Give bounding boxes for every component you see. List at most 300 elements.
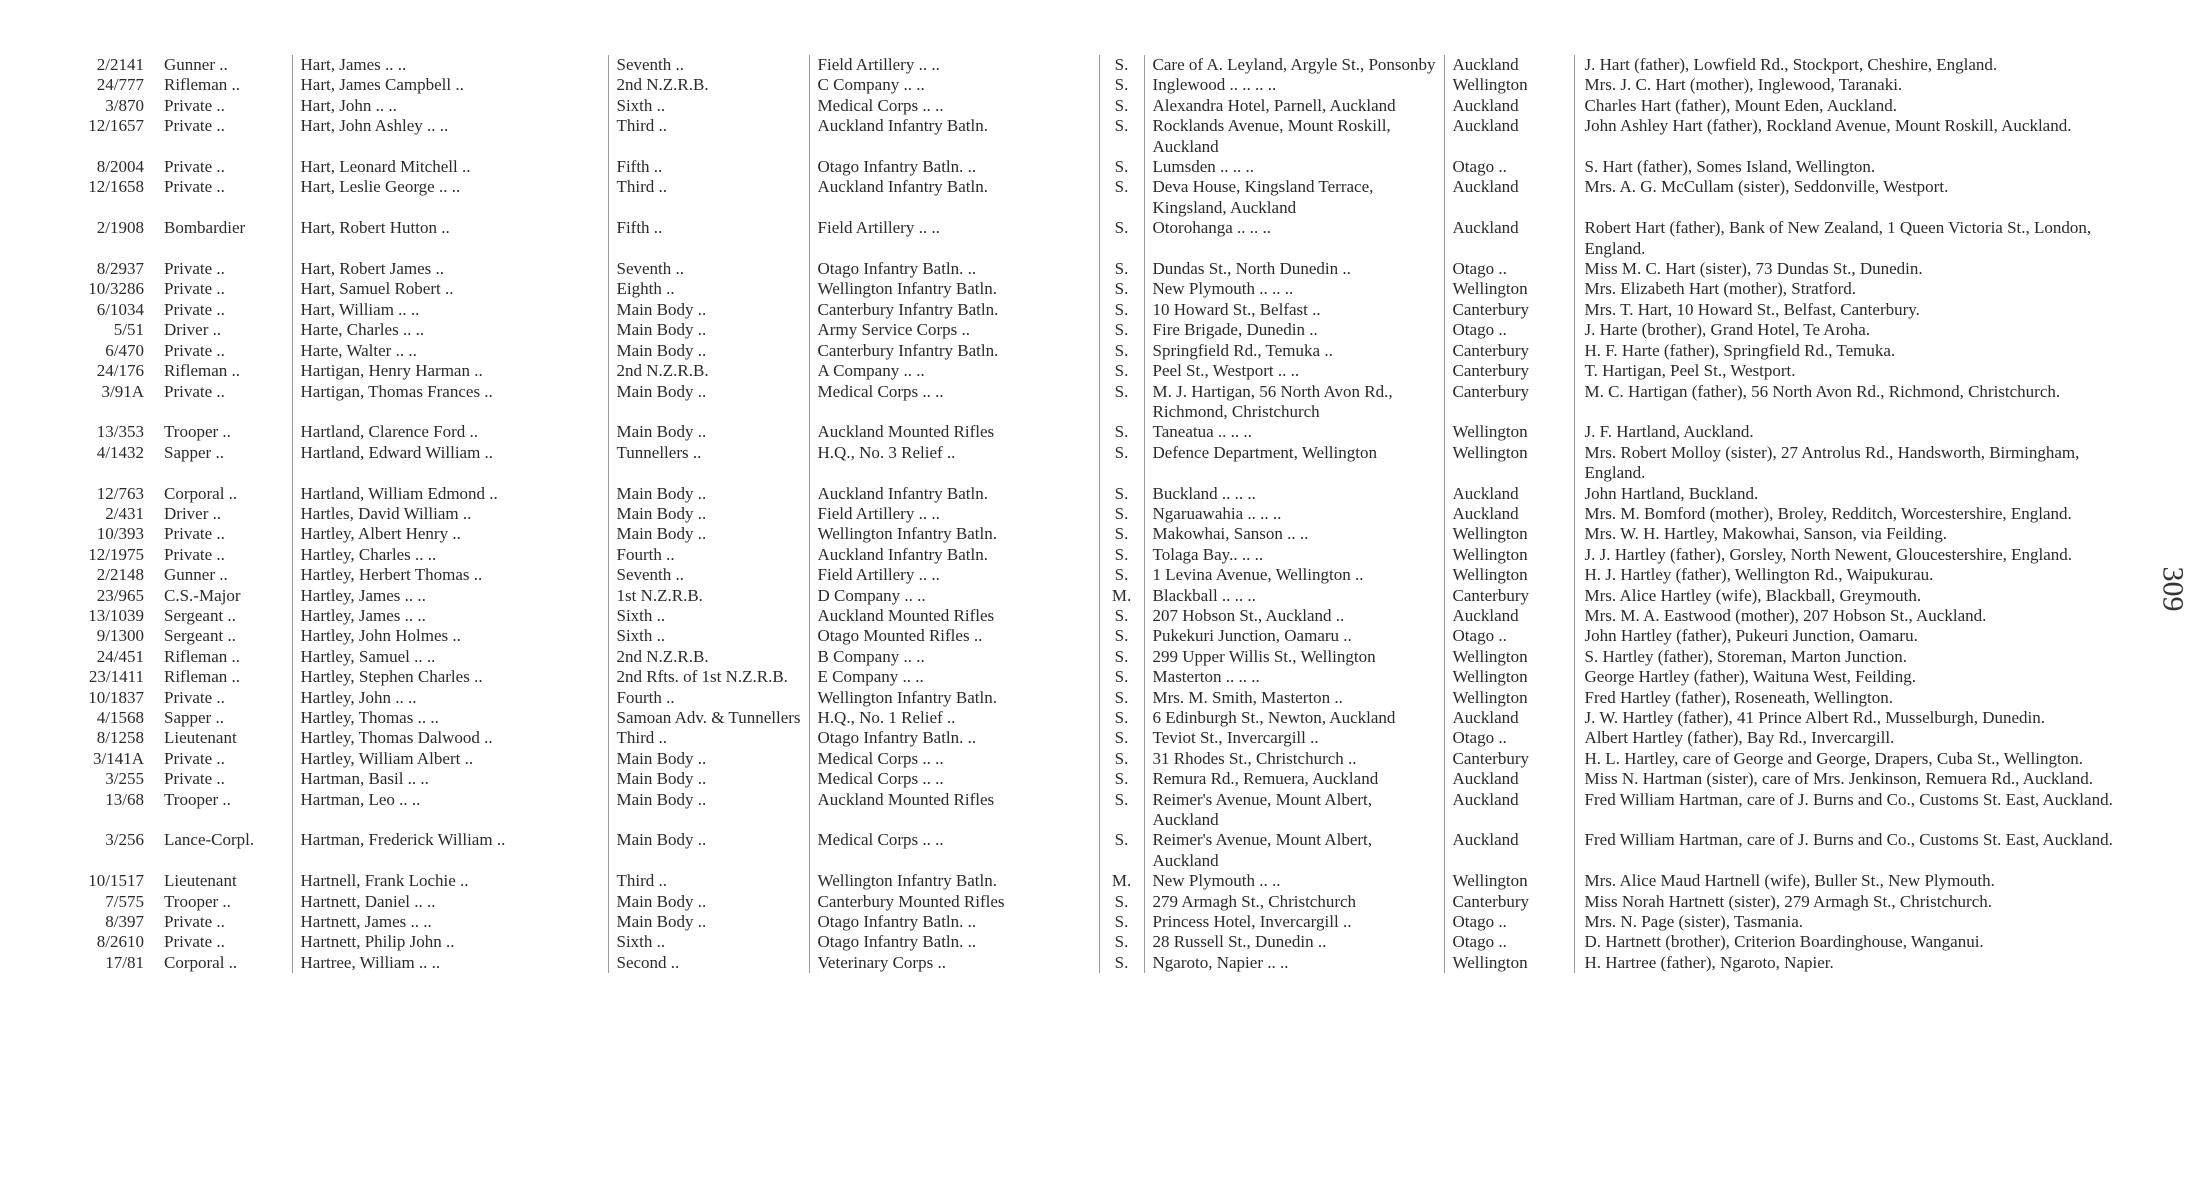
rank-cell: Private ..: [156, 300, 292, 320]
draft-cell: Sixth ..: [608, 606, 809, 626]
district-cell: Canterbury: [1444, 382, 1574, 423]
regimental-number-cell: 10/393: [96, 524, 144, 544]
table-row: [66, 871, 2147, 891]
last-address-cell: 28 Russell St., Dunedin ..: [1144, 932, 1444, 952]
district-cell: Auckland: [1444, 218, 1574, 259]
regimental-number-cell: 6/1034: [96, 299, 144, 319]
next-of-kin-cell: J. Harte (brother), Grand Hotel, Te Aroha.: [1584, 320, 1871, 340]
rank-cell: Private ..: [156, 524, 292, 544]
district-cell: Wellington: [1444, 75, 1574, 95]
unit-cell: Field Artillery .. ..: [809, 218, 1099, 259]
district-cell: Auckland: [1444, 177, 1574, 218]
next-of-kin-cell: H. F. Harte (father), Springfield Rd., Temuka.: [1584, 340, 1896, 360]
last-address-cell: Reimer's Avenue, Mount Albert, Auckland: [1144, 790, 1444, 831]
district-cell: Otago ..: [1444, 259, 1574, 279]
last-address-cell: Defence Department, Wellington: [1144, 443, 1444, 484]
last-address-cell: New Plymouth .. .. ..: [1144, 279, 1444, 299]
draft-cell: Main Body ..: [608, 504, 809, 524]
next-of-kin-cell: Mrs. J. C. Hart (mother), Inglewood, Taranaki.: [1584, 75, 1903, 95]
soldier-name-cell: Hartman, Frederick William ..: [292, 830, 608, 871]
unit-cell: Auckland Mounted Rifles: [809, 606, 1099, 626]
draft-cell: Fifth ..: [608, 157, 809, 177]
regimental-number-cell: 8/2004: [96, 157, 144, 177]
district-cell: Otago ..: [1444, 932, 1574, 952]
soldier-name-cell: Hartley, Herbert Thomas ..: [292, 565, 608, 585]
regimental-number-cell: 13/353: [96, 422, 144, 442]
district-cell: Canterbury: [1444, 361, 1574, 381]
district-cell: Wellington: [1444, 524, 1574, 544]
last-address-cell: Pukekuri Junction, Oamaru ..: [1144, 626, 1444, 646]
table-row: [66, 422, 2147, 442]
district-cell: Canterbury: [1444, 300, 1574, 320]
district-cell: Auckland: [1444, 769, 1574, 789]
rank-cell: Private ..: [156, 932, 292, 952]
district-cell: Otago ..: [1444, 626, 1574, 646]
table-row: [66, 177, 2147, 218]
soldier-name-cell: Hartman, Leo .. ..: [292, 790, 608, 831]
soldier-name-cell: Hart, Samuel Robert ..: [292, 279, 608, 299]
unit-cell: Wellington Infantry Batln.: [809, 279, 1099, 299]
table-row: [66, 708, 2147, 728]
unit-cell: Medical Corps .. ..: [809, 830, 1099, 871]
table-row: [66, 626, 2147, 646]
regimental-number-cell: 5/51: [113, 320, 144, 340]
draft-cell: Sixth ..: [608, 626, 809, 646]
rank-cell: Driver ..: [156, 320, 292, 340]
next-of-kin-cell: Fred Hartley (father), Roseneath, Wellington.: [1584, 687, 1894, 707]
next-of-kin-cell: Miss N. Hartman (sister), care of Mrs. Jenkinson, Remuera Rd., Auckland.: [1584, 769, 2094, 789]
draft-cell: Seventh ..: [608, 565, 809, 585]
soldier-name-cell: Hartland, William Edmond ..: [292, 484, 608, 504]
marital-status-cell: S.: [1099, 932, 1144, 952]
district-cell: Auckland: [1444, 708, 1574, 728]
unit-cell: Otago Infantry Batln. ..: [809, 728, 1099, 748]
rank-cell: Lieutenant: [156, 871, 292, 891]
draft-cell: Main Body ..: [608, 422, 809, 442]
unit-cell: Medical Corps .. ..: [809, 382, 1099, 423]
soldier-name-cell: Hartnett, Daniel .. ..: [292, 892, 608, 912]
draft-cell: Main Body ..: [608, 382, 809, 423]
rank-cell: Private ..: [156, 769, 292, 789]
unit-cell: Wellington Infantry Batln.: [809, 871, 1099, 891]
table-row: [66, 382, 2147, 423]
unit-cell: Medical Corps .. ..: [809, 96, 1099, 116]
draft-cell: Second ..: [608, 953, 809, 973]
draft-cell: 2nd N.Z.R.B.: [608, 361, 809, 381]
last-address-cell: 1 Levina Avenue, Wellington ..: [1144, 565, 1444, 585]
marital-status-cell: S.: [1099, 953, 1144, 973]
unit-cell: Auckland Infantry Batln.: [809, 484, 1099, 504]
last-address-cell: Peel St., Westport .. ..: [1144, 361, 1444, 381]
next-of-kin-cell: John Ashley Hart (father), Rockland Avenue, Mount Roskill, Auckland.: [1584, 116, 2072, 136]
unit-cell: H.Q., No. 3 Relief ..: [809, 443, 1099, 484]
last-address-cell: Blackball .. .. ..: [1144, 586, 1444, 606]
draft-cell: Main Body ..: [608, 912, 809, 932]
regimental-number-cell: 3/256: [105, 830, 144, 850]
rank-cell: Rifleman ..: [156, 647, 292, 667]
rank-cell: Trooper ..: [156, 422, 292, 442]
marital-status-cell: M.: [1099, 586, 1144, 606]
soldier-name-cell: Hart, Robert James ..: [292, 259, 608, 279]
draft-cell: Fifth ..: [608, 218, 809, 259]
marital-status-cell: S.: [1099, 606, 1144, 626]
draft-cell: Main Body ..: [608, 790, 809, 831]
rank-cell: Private ..: [156, 545, 292, 565]
marital-status-cell: S.: [1099, 300, 1144, 320]
district-cell: Canterbury: [1444, 341, 1574, 361]
table-row: [66, 504, 2147, 524]
table-row: [66, 361, 2147, 381]
district-cell: Auckland: [1444, 116, 1574, 157]
marital-status-cell: S.: [1099, 892, 1144, 912]
last-address-cell: Rocklands Avenue, Mount Roskill, Auckland: [1144, 116, 1444, 157]
soldier-name-cell: Harte, Charles .. ..: [292, 320, 608, 340]
regimental-number-cell: 3/870: [105, 95, 144, 115]
table-row: [66, 524, 2147, 544]
rank-cell: Private ..: [156, 279, 292, 299]
regimental-number-cell: 3/141A: [93, 748, 144, 768]
last-address-cell: Springfield Rd., Temuka ..: [1144, 341, 1444, 361]
next-of-kin-cell: H. Hartree (father), Ngaroto, Napier.: [1584, 952, 1834, 972]
unit-cell: Auckland Infantry Batln.: [809, 545, 1099, 565]
soldier-name-cell: Hartigan, Thomas Frances ..: [292, 382, 608, 423]
next-of-kin-cell: T. Hartigan, Peel St., Westport.: [1584, 361, 1796, 381]
draft-cell: Fourth ..: [608, 545, 809, 565]
rank-cell: Sergeant ..: [156, 626, 292, 646]
next-of-kin-cell: J. W. Hartley (father), 41 Prince Albert Rd., Musselburgh, Dunedin.: [1584, 708, 2046, 727]
soldier-name-cell: Hartley, James .. ..: [292, 586, 608, 606]
table-row: [66, 96, 2147, 116]
last-address-cell: Dundas St., North Dunedin ..: [1144, 259, 1444, 279]
district-cell: Auckland: [1444, 606, 1574, 626]
rank-cell: Gunner ..: [156, 55, 292, 75]
marital-status-cell: S.: [1099, 912, 1144, 932]
regimental-number-cell: 2/1908: [96, 218, 144, 238]
next-of-kin-cell: D. Hartnett (brother), Criterion Boardinghouse, Wanganui.: [1584, 932, 1984, 952]
next-of-kin-cell: S. Hart (father), Somes Island, Wellington.: [1584, 157, 1876, 177]
rank-cell: Rifleman ..: [156, 667, 292, 687]
rank-cell: Bombardier: [156, 218, 292, 259]
rank-cell: Private ..: [156, 157, 292, 177]
unit-cell: Auckland Infantry Batln.: [809, 116, 1099, 157]
district-cell: Wellington: [1444, 443, 1574, 484]
table-row: [66, 157, 2147, 177]
draft-cell: Main Body ..: [608, 769, 809, 789]
rank-cell: Corporal ..: [156, 953, 292, 973]
marital-status-cell: S.: [1099, 320, 1144, 340]
nominal-roll-table: [66, 55, 2147, 973]
last-address-cell: Mrs. M. Smith, Masterton ..: [1144, 688, 1444, 708]
unit-cell: Otago Infantry Batln. ..: [809, 912, 1099, 932]
last-address-cell: Inglewood .. .. .. ..: [1144, 75, 1444, 95]
table-row: [66, 116, 2147, 157]
table-row: [66, 484, 2147, 504]
marital-status-cell: S.: [1099, 484, 1144, 504]
marital-status-cell: S.: [1099, 524, 1144, 544]
marital-status-cell: S.: [1099, 177, 1144, 218]
table-row: [66, 647, 2147, 667]
rank-cell: Sergeant ..: [156, 606, 292, 626]
soldier-name-cell: Hartles, David William ..: [292, 504, 608, 524]
unit-cell: E Company .. ..: [809, 667, 1099, 687]
district-cell: Otago ..: [1444, 320, 1574, 340]
regimental-number-cell: 6/470: [105, 340, 144, 360]
soldier-name-cell: Hartman, Basil .. ..: [292, 769, 608, 789]
regimental-number-cell: 2/2148: [96, 565, 144, 585]
draft-cell: Main Body ..: [608, 341, 809, 361]
marital-status-cell: S.: [1099, 361, 1144, 381]
soldier-name-cell: Hart, James Campbell ..: [292, 75, 608, 95]
table-row: [66, 75, 2147, 95]
last-address-cell: M. J. Hartigan, 56 North Avon Rd., Richmond, Christchurch: [1144, 382, 1444, 423]
district-cell: Wellington: [1444, 871, 1574, 891]
district-cell: Wellington: [1444, 422, 1574, 442]
next-of-kin-cell: J. J. Hartley (father), Gorsley, North Newent, Gloucestershire, England.: [1584, 544, 2073, 564]
last-address-cell: Makowhai, Sanson .. ..: [1144, 524, 1444, 544]
next-of-kin-cell: J. Hart (father), Lowfield Rd., Stockport, Cheshire, England.: [1584, 55, 1998, 74]
regimental-number-cell: 3/91A: [101, 381, 144, 401]
regimental-number-cell: 3/255: [105, 769, 144, 789]
unit-cell: Canterbury Infantry Batln.: [809, 300, 1099, 320]
table-row: [66, 443, 2147, 484]
regimental-number-cell: 8/2937: [96, 259, 144, 279]
soldier-name-cell: Hart, William .. ..: [292, 300, 608, 320]
regimental-number-cell: 10/1837: [88, 687, 144, 707]
regimental-number-cell: 8/2610: [96, 932, 144, 952]
last-address-cell: Lumsden .. .. ..: [1144, 157, 1444, 177]
table-row: [66, 300, 2147, 320]
draft-cell: 2nd N.Z.R.B.: [608, 647, 809, 667]
marital-status-cell: S.: [1099, 545, 1144, 565]
soldier-name-cell: Hartley, William Albert ..: [292, 749, 608, 769]
last-address-cell: Otorohanga .. .. ..: [1144, 218, 1444, 259]
soldier-name-cell: Hart, James .. ..: [292, 55, 608, 75]
regimental-number-cell: 17/81: [105, 952, 144, 972]
last-address-cell: Care of A. Leyland, Argyle St., Ponsonby: [1144, 55, 1444, 75]
next-of-kin-cell: Mrs. M. Bomford (mother), Broley, Redditch, Worcestershire, England.: [1584, 503, 2072, 523]
district-cell: Auckland: [1444, 96, 1574, 116]
marital-status-cell: S.: [1099, 55, 1144, 75]
regimental-number-cell: 2/2141: [96, 55, 144, 74]
last-address-cell: Ngaruawahia .. .. ..: [1144, 504, 1444, 524]
soldier-name-cell: Hartland, Edward William ..: [292, 443, 608, 484]
district-cell: Otago ..: [1444, 728, 1574, 748]
marital-status-cell: S.: [1099, 341, 1144, 361]
draft-cell: Main Body ..: [608, 830, 809, 871]
table-row: [66, 545, 2147, 565]
regimental-number-cell: 12/1658: [88, 177, 144, 197]
marital-status-cell: S.: [1099, 667, 1144, 687]
table-row: [66, 341, 2147, 361]
rank-cell: Private ..: [156, 749, 292, 769]
rank-cell: Private ..: [156, 688, 292, 708]
next-of-kin-cell: S. Hartley (father), Storeman, Marton Junction.: [1584, 646, 1907, 666]
marital-status-cell: S.: [1099, 830, 1144, 871]
district-cell: Auckland: [1444, 484, 1574, 504]
unit-cell: Otago Infantry Batln. ..: [809, 259, 1099, 279]
draft-cell: Seventh ..: [608, 55, 809, 75]
last-address-cell: Fire Brigade, Dunedin ..: [1144, 320, 1444, 340]
rank-cell: Private ..: [156, 96, 292, 116]
regimental-number-cell: 8/397: [105, 912, 144, 932]
draft-cell: Main Body ..: [608, 300, 809, 320]
unit-cell: Otago Mounted Rifles ..: [809, 626, 1099, 646]
regimental-number-cell: 4/1568: [96, 708, 144, 727]
next-of-kin-cell: Mrs. M. A. Eastwood (mother), 207 Hobson St., Auckland.: [1584, 605, 1987, 625]
table-row: [66, 688, 2147, 708]
district-cell: Auckland: [1444, 830, 1574, 871]
next-of-kin-cell: Robert Hart (father), Bank of New Zealand, 1 Queen Victoria St., London, England.: [1584, 218, 2092, 258]
regimental-number-cell: 23/1411: [88, 667, 144, 687]
next-of-kin-cell: Mrs. Elizabeth Hart (mother), Stratford.: [1584, 279, 1856, 299]
table-row: [66, 749, 2147, 769]
last-address-cell: Buckland .. .. ..: [1144, 484, 1444, 504]
soldier-name-cell: Hartley, Albert Henry ..: [292, 524, 608, 544]
table-row: [66, 586, 2147, 606]
district-cell: Auckland: [1444, 55, 1574, 75]
next-of-kin-cell: Mrs. A. G. McCullam (sister), Seddonville, Westport.: [1584, 177, 1949, 197]
unit-cell: A Company .. ..: [809, 361, 1099, 381]
draft-cell: Seventh ..: [608, 259, 809, 279]
draft-cell: 2nd N.Z.R.B.: [608, 75, 809, 95]
rank-cell: Private ..: [156, 382, 292, 423]
soldier-name-cell: Hart, John .. ..: [292, 96, 608, 116]
rank-cell: Lance-Corpl.: [156, 830, 292, 871]
draft-cell: Third ..: [608, 177, 809, 218]
district-cell: Wellington: [1444, 953, 1574, 973]
soldier-name-cell: Hartley, Thomas Dalwood ..: [292, 728, 608, 748]
regimental-number-cell: 12/1657: [88, 116, 144, 136]
regimental-number-cell: 23/965: [96, 585, 144, 605]
district-cell: Canterbury: [1444, 892, 1574, 912]
rank-cell: Gunner ..: [156, 565, 292, 585]
rank-cell: Driver ..: [156, 504, 292, 524]
draft-cell: Main Body ..: [608, 749, 809, 769]
regimental-number-cell: 10/1517: [88, 871, 144, 891]
page-number: 309: [2156, 566, 2190, 612]
soldier-name-cell: Hart, Robert Hutton ..: [292, 218, 608, 259]
regimental-number-cell: 4/1432: [96, 442, 144, 462]
soldier-name-cell: Hartley, Charles .. ..: [292, 545, 608, 565]
unit-cell: Otago Infantry Batln. ..: [809, 157, 1099, 177]
soldier-name-cell: Hartigan, Henry Harman ..: [292, 361, 608, 381]
last-address-cell: 31 Rhodes St., Christchurch ..: [1144, 749, 1444, 769]
marital-status-cell: M.: [1099, 871, 1144, 891]
table-row: [66, 790, 2147, 831]
draft-cell: Main Body ..: [608, 524, 809, 544]
draft-cell: Third ..: [608, 116, 809, 157]
draft-cell: Sixth ..: [608, 932, 809, 952]
marital-status-cell: S.: [1099, 565, 1144, 585]
next-of-kin-cell: Mrs. W. H. Hartley, Makowhai, Sanson, via Feilding.: [1584, 524, 1948, 544]
soldier-name-cell: Hartnell, Frank Lochie ..: [292, 871, 608, 891]
table-row: [66, 892, 2147, 912]
last-address-cell: Tolaga Bay.. .. ..: [1144, 545, 1444, 565]
soldier-name-cell: Hart, Leonard Mitchell ..: [292, 157, 608, 177]
regimental-number-cell: 13/68: [105, 789, 144, 809]
next-of-kin-cell: Fred William Hartman, care of J. Burns and Co., Customs St. East, Auckland.: [1584, 789, 2113, 809]
draft-cell: Fourth ..: [608, 688, 809, 708]
unit-cell: B Company .. ..: [809, 647, 1099, 667]
unit-cell: Army Service Corps ..: [809, 320, 1099, 340]
regimental-number-cell: 7/575: [105, 891, 144, 911]
marital-status-cell: S.: [1099, 75, 1144, 95]
table-row: [66, 259, 2147, 279]
next-of-kin-cell: John Hartland, Buckland.: [1584, 483, 1759, 503]
table-row: [66, 606, 2147, 626]
draft-cell: Tunnellers ..: [608, 443, 809, 484]
next-of-kin-cell: Miss M. C. Hart (sister), 73 Dundas St., Dunedin.: [1584, 259, 1923, 279]
marital-status-cell: S.: [1099, 504, 1144, 524]
table-row: [66, 218, 2147, 259]
unit-cell: Medical Corps .. ..: [809, 769, 1099, 789]
marital-status-cell: S.: [1099, 708, 1144, 728]
soldier-name-cell: Hartnett, James .. ..: [292, 912, 608, 932]
soldier-name-cell: Harte, Walter .. ..: [292, 341, 608, 361]
next-of-kin-cell: M. C. Hartigan (father), 56 North Avon Rd., Richmond, Christchurch.: [1584, 381, 2061, 401]
marital-status-cell: S.: [1099, 647, 1144, 667]
rank-cell: Sapper ..: [156, 443, 292, 484]
soldier-name-cell: Hartley, James .. ..: [292, 606, 608, 626]
draft-cell: 2nd Rfts. of 1st N.Z.R.B.: [608, 667, 809, 687]
unit-cell: Medical Corps .. ..: [809, 749, 1099, 769]
unit-cell: Field Artillery .. ..: [809, 565, 1099, 585]
marital-status-cell: S.: [1099, 769, 1144, 789]
rank-cell: Corporal ..: [156, 484, 292, 504]
draft-cell: Samoan Adv. & Tunnellers: [608, 708, 809, 728]
regimental-number-cell: 10/3286: [88, 279, 144, 299]
marital-status-cell: S.: [1099, 157, 1144, 177]
district-cell: Canterbury: [1444, 749, 1574, 769]
next-of-kin-cell: H. J. Hartley (father), Wellington Rd., Waipukurau.: [1584, 565, 1934, 585]
table-row: [66, 830, 2147, 871]
unit-cell: Otago Infantry Batln. ..: [809, 932, 1099, 952]
rank-cell: Private ..: [156, 912, 292, 932]
unit-cell: Field Artillery .. ..: [809, 55, 1099, 75]
regimental-number-cell: 2/431: [105, 503, 144, 523]
draft-cell: Third ..: [608, 871, 809, 891]
last-address-cell: Remura Rd., Remuera, Auckland: [1144, 769, 1444, 789]
table-row: [66, 769, 2147, 789]
district-cell: Canterbury: [1444, 586, 1574, 606]
next-of-kin-cell: J. F. Hartland, Auckland.: [1584, 422, 1754, 442]
district-cell: Wellington: [1444, 279, 1574, 299]
district-cell: Wellington: [1444, 667, 1574, 687]
last-address-cell: New Plymouth .. ..: [1144, 871, 1444, 891]
unit-cell: D Company .. ..: [809, 586, 1099, 606]
draft-cell: Eighth ..: [608, 279, 809, 299]
next-of-kin-cell: Mrs. T. Hart, 10 Howard St., Belfast, Canterbury.: [1584, 299, 1920, 319]
rank-cell: Trooper ..: [156, 790, 292, 831]
table-row: [66, 912, 2147, 932]
last-address-cell: 10 Howard St., Belfast ..: [1144, 300, 1444, 320]
regimental-number-cell: 24/451: [96, 646, 144, 666]
last-address-cell: 6 Edinburgh St., Newton, Auckland: [1144, 708, 1444, 728]
last-address-cell: Ngaroto, Napier .. ..: [1144, 953, 1444, 973]
rank-cell: Private ..: [156, 259, 292, 279]
marital-status-cell: S.: [1099, 96, 1144, 116]
rank-cell: C.S.-Major: [156, 586, 292, 606]
unit-cell: Wellington Infantry Batln.: [809, 688, 1099, 708]
rank-cell: Private ..: [156, 341, 292, 361]
last-address-cell: Deva House, Kingsland Terrace, Kingsland, Auckland: [1144, 177, 1444, 218]
unit-cell: H.Q., No. 1 Relief ..: [809, 708, 1099, 728]
last-address-cell: Teviot St., Invercargill ..: [1144, 728, 1444, 748]
unit-cell: C Company .. ..: [809, 75, 1099, 95]
soldier-name-cell: Hartley, Stephen Charles ..: [292, 667, 608, 687]
next-of-kin-cell: Mrs. Alice Maud Hartnell (wife), Buller St., New Plymouth.: [1584, 871, 1995, 891]
district-cell: Wellington: [1444, 565, 1574, 585]
